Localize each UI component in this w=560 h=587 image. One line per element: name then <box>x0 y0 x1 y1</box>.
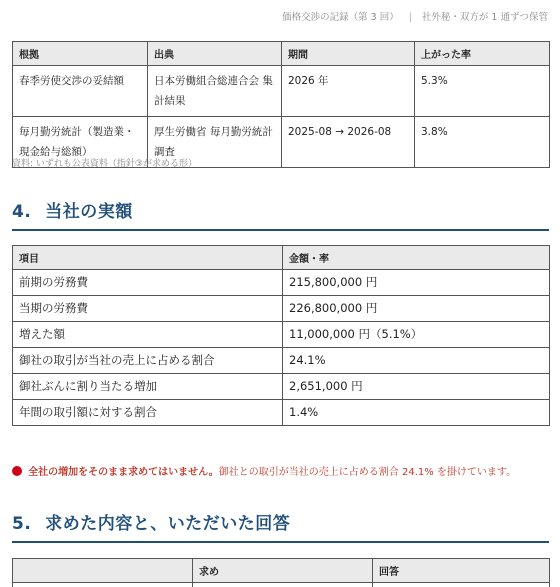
table-cell: 増えた額 <box>13 322 283 348</box>
column-header: 根拠 <box>13 42 148 66</box>
header-title: 価格交渉の記録（第 3 回） <box>282 12 399 23</box>
table-cell: 厚生労働省 毎月勤労統計調査 <box>148 117 282 168</box>
column-header <box>13 559 193 583</box>
table-cell: 2,651,000 円 <box>283 374 550 400</box>
table-cell: 前期の労務費 <box>13 270 283 296</box>
table-row <box>13 374 550 400</box>
column-header: 期間 <box>282 42 415 66</box>
column-header: 出典 <box>148 42 282 66</box>
column-header: 金額・率 <box>283 246 550 270</box>
header-confidential: 社外秘・双方が 1 通ずつ保管 <box>421 12 548 23</box>
table-cell: 3.8% <box>415 117 550 168</box>
table-cell: 5.3% <box>415 66 550 117</box>
table-row <box>13 400 550 426</box>
table-cell: 日本労働組合総連合会 集計結果 <box>148 66 282 117</box>
section-heading-4 <box>12 197 549 231</box>
table-header-row <box>13 246 550 270</box>
section-number: 5. <box>12 514 32 534</box>
table-header-row <box>13 559 550 583</box>
section-title: 求めた内容と、いただいた回答 <box>45 514 291 534</box>
column-header: 項目 <box>13 246 283 270</box>
table-header-row <box>13 42 550 66</box>
table-cell: 御社ぶんに割り当たる増加 <box>13 374 283 400</box>
table-cell: 2026 年 <box>282 66 415 117</box>
basis-table <box>12 41 550 168</box>
section-title: 当社の実額 <box>45 202 133 222</box>
table-cell <box>13 583 193 587</box>
table-cell: 24.1% <box>283 348 550 374</box>
page-header <box>282 9 548 23</box>
section-number: 4. <box>12 202 32 222</box>
table-row <box>13 583 550 587</box>
column-header: 求め <box>193 559 373 583</box>
table-row <box>13 270 550 296</box>
column-header: 回答 <box>373 559 550 583</box>
table-cell: 当期の労務費 <box>13 296 283 322</box>
table-cell: 2025-08 → 2026-08 <box>282 117 415 168</box>
table-cell: 御社の取引が当社の売上に占める割合 <box>13 348 283 374</box>
source-note: 資料: いずれも公表資料（指針③が求める形） <box>12 159 197 169</box>
table-cell: 春季労使交渉の妥結額 <box>13 66 148 117</box>
table-cell: 215,800,000 円 <box>283 270 550 296</box>
answer-table <box>12 558 550 587</box>
table-cell: 年間の取引額に対する割合 <box>13 400 283 426</box>
warning-note-text: 御社との取引が当社の売上に占める割合 24.1% を掛けています。 <box>218 467 517 478</box>
table-row <box>13 322 550 348</box>
header-separator: | <box>408 12 412 23</box>
table-row <box>13 296 550 322</box>
red-circle-icon <box>12 466 22 476</box>
amount-table <box>12 245 550 426</box>
table-cell <box>373 583 550 587</box>
table-row <box>13 66 550 117</box>
table-cell: 226,800,000 円 <box>283 296 550 322</box>
table-cell <box>193 583 373 587</box>
warning-note-strong: 全社の増加をそのまま求めてはいません。 <box>28 467 219 478</box>
table-cell: 毎月勤労統計（製造業・現金給与総額） <box>13 117 148 168</box>
section-heading-5 <box>12 509 549 543</box>
warning-note <box>12 463 516 478</box>
column-header: 上がった率 <box>415 42 550 66</box>
table-cell: 11,000,000 円（5.1%） <box>283 322 550 348</box>
table-row <box>13 348 550 374</box>
table-cell: 1.4% <box>283 400 550 426</box>
